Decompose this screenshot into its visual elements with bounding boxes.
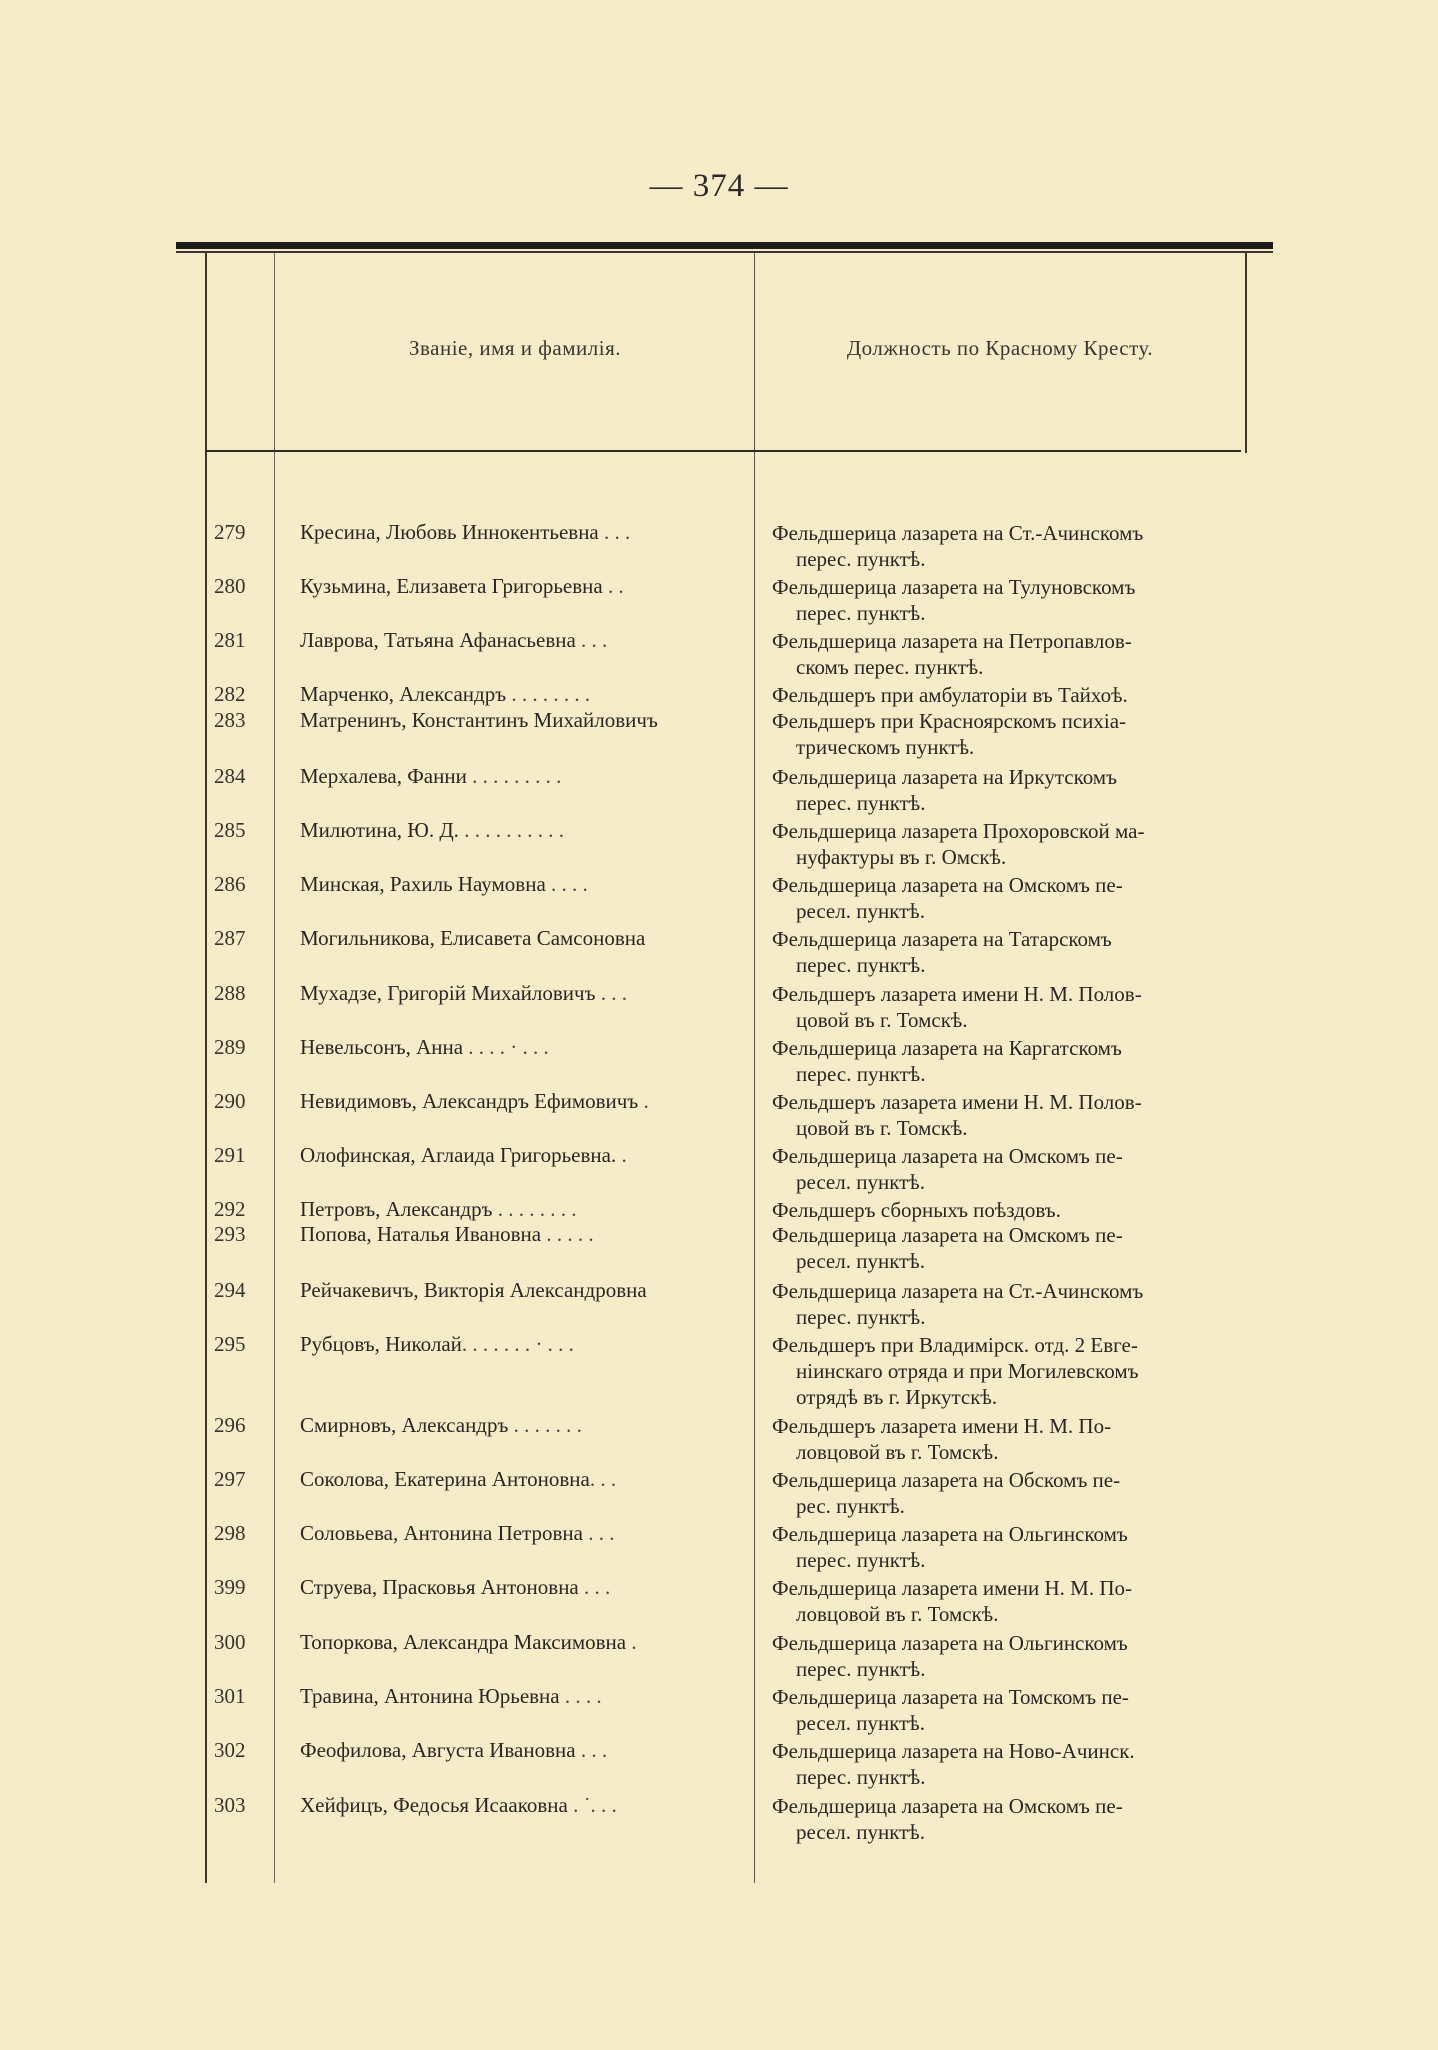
row-number: 289 [214,1035,246,1059]
leader-dots: . [638,1089,649,1113]
person-name: Петровъ, Александръ . . . . . . . . [300,1197,577,1221]
red-cross-position: Фельдшерица лазарета на Ст.-Ачинскомъ перес. пунктѣ. [772,521,1144,571]
table-top-thin-rule [176,251,1273,253]
person-name: Милютина, Ю. Д. . . . . . . . . . . [300,818,564,842]
person-name: Мерхалева, Фанни . . . . . . . . . [300,764,562,788]
person-name: Рубцовъ, Николай. . . . . . . · . . . [300,1332,574,1356]
row-number: 283 [214,708,246,732]
person-name: Марченко, Александръ . . . . . . . . [300,682,591,706]
leader-dots: . [626,1630,637,1654]
person-name: Мухадзе, Григорій Михайловичъ . . . [300,981,627,1005]
row-number: 291 [214,1143,246,1167]
leader-dots: . . [602,574,624,598]
header-post-column: Должность по Красному Кресту. [846,336,1154,360]
person-name: Соколова, Екатерина Антоновна. . . [300,1467,617,1491]
leader-dots: . . . . . . . [508,1413,582,1437]
leader-dots: . . . . . [541,1222,594,1246]
red-cross-position: Фельдшеръ лазарета имени Н. М. Полов- цовой въ г. Томскѣ. [772,982,1142,1032]
leader-dots: . . . . [559,1684,602,1708]
red-cross-position: Фельдшерица лазарета на Омскомъ пе- ресел. пунктѣ. [772,1794,1123,1844]
red-cross-position: Фельдшерица лазарета на Иркутскомъ перес. пунктѣ. [772,765,1117,815]
person-name: Невельсонъ, Анна . . . . · . . . [300,1035,549,1059]
row-number: 297 [214,1467,246,1491]
number-column-separator [274,253,275,1883]
person-name: Лаврова, Татьяна Афанасьевна . . . [300,628,608,652]
row-number: 300 [214,1630,246,1654]
red-cross-position: Фельдшеръ при амбулаторіи въ Тайхоѣ. [772,683,1128,707]
red-cross-position: Фельдшерица лазарета на Омскомъ пе- ресел. пунктѣ. [772,873,1123,923]
row-number: 292 [214,1197,246,1221]
red-cross-position: Фельдшерица лазарета на Омскомъ пе- ресел. пунктѣ. [772,1223,1123,1273]
leader-dots: . [616,1143,627,1167]
row-number: 284 [214,764,246,788]
leader-dots: . ˙. . . [567,1793,617,1817]
table-right-border [1245,253,1247,453]
leader-dots: . . . [575,628,608,652]
person-name: Травина, Антонина Юрьевна . . . . [300,1684,602,1708]
red-cross-position: Фельдшеръ лазарета имени Н. М. По- ловцовой въ г. Томскѣ. [772,1414,1112,1464]
red-cross-position: Фельдшерица лазарета на Петропавлов- скомъ перес. пунктѣ. [772,629,1132,679]
person-name: Струева, Прасковья Антоновна . . . [300,1575,611,1599]
person-name: Матренинъ, Константинъ Михайловичъ [300,708,658,732]
person-name: Кресина, Любовь Иннокентьевна . . . [300,520,631,544]
red-cross-position: Фельдшеръ лазарета имени Н. М. Полов- цовой въ г. Томскѣ. [772,1090,1142,1140]
row-number: 279 [214,520,246,544]
row-number: 298 [214,1521,246,1545]
red-cross-position: Фельдшерица лазарета на Обскомъ пе- рес. пунктѣ. [772,1468,1121,1518]
row-number: 296 [214,1413,246,1437]
table-left-border [205,253,207,1883]
red-cross-position: Фельдшеръ при Владимірск. отд. 2 Евге- ніинскаго отряда и при Могилевскомъ отрядѣ въ г. Иркутскѣ. [772,1333,1139,1409]
person-name: Минская, Рахиль Наумовна . . . . [300,872,588,896]
person-name: Кузьмина, Елизавета Григорьевна . . [300,574,624,598]
leader-dots: . . . [578,1575,611,1599]
row-number: 293 [214,1222,246,1246]
row-number: 285 [214,818,246,842]
leader-dots: . . . . · . . . [463,1035,549,1059]
leader-dots: . . . . . . . . [492,1197,577,1221]
red-cross-position: Фельдшерица лазарета на Татарскомъ перес. пунктѣ. [772,927,1112,977]
page-number: — 374 — [649,168,789,204]
row-number: 294 [214,1278,246,1302]
red-cross-position: Фельдшерица лазарета на Ольгинскомъ перес. пунктѣ. [772,1522,1128,1572]
middle-column-separator [754,253,755,1883]
red-cross-position: Фельдшерица лазарета на Ново-Ачинск. перес. пунктѣ. [772,1739,1135,1789]
red-cross-position: Фельдшерица лазарета на Омскомъ пе- ресел. пунктѣ. [772,1144,1123,1194]
red-cross-position: Фельдшерица лазарета на Каргатскомъ перес. пунктѣ. [772,1036,1122,1086]
red-cross-position: Фельдшеръ сборныхъ поѣздовъ. [772,1198,1061,1222]
person-name: Попова, Наталья Ивановна . . . . . [300,1222,594,1246]
leader-dots: . . . [595,981,627,1005]
leader-dots: . . . . . . . . . . [458,818,564,842]
person-name: Рейчакевичъ, Викторія Александровна [300,1278,647,1302]
red-cross-position: Фельдшерица лазарета на Тулуновскомъ перес. пунктѣ. [772,575,1136,625]
row-number: 295 [214,1332,246,1356]
row-number: 301 [214,1684,246,1708]
person-name: Топоркова, Александра Максимовна . [300,1630,637,1654]
table-top-thick-rule [176,242,1273,249]
row-number: 399 [214,1575,246,1599]
red-cross-position: Фельдшерица лазарета Прохоровской ма- нуфактуры въ г. Омскѣ. [772,819,1145,869]
row-number: 303 [214,1793,246,1817]
person-name: Феофилова, Августа Ивановна . . . [300,1738,608,1762]
red-cross-position: Фельдшерица лазарета имени Н. М. По- ловцовой въ г. Томскѣ. [772,1576,1133,1626]
leader-dots: . . . [582,1521,615,1545]
leader-dots: . . . [575,1738,608,1762]
red-cross-position: Фельдшеръ при Красноярскомъ психіа- трическомъ пунктѣ. [772,709,1127,759]
red-cross-position: Фельдшерица лазарета на Ольгинскомъ перес. пунктѣ. [772,1631,1128,1681]
row-number: 302 [214,1738,246,1762]
person-name: Олофинская, Аглаида Григорьевна. . [300,1143,627,1167]
row-number: 286 [214,872,246,896]
header-bottom-rule [205,450,1241,452]
header-name-column: Званіе, имя и фамилія. [409,336,621,360]
person-name: Невидимовъ, Александръ Ефимовичъ . [300,1089,649,1113]
red-cross-position: Фельдшерица лазарета на Томскомъ пе- ресел. пунктѣ. [772,1685,1129,1735]
row-number: 282 [214,682,246,706]
leader-dots: . . . . . . . . . [466,764,562,788]
person-name: Смирновъ, Александръ . . . . . . . [300,1413,582,1437]
row-number: 280 [214,574,246,598]
leader-dots: . . . . . . . · . . . [461,1332,574,1356]
person-name: Могильникова, Елисавета Самсоновна [300,926,646,950]
red-cross-position: Фельдшерица лазарета на Ст.-Ачинскомъ перес. пунктѣ. [772,1279,1144,1329]
leader-dots: . . . [598,520,631,544]
person-name: Хейфицъ, Федосья Исааковна . ˙. . . [300,1793,617,1817]
row-number: 288 [214,981,246,1005]
row-number: 290 [214,1089,246,1113]
leader-dots: . . . . . . . . [506,682,591,706]
person-name: Соловьева, Антонина Петровна . . . [300,1521,615,1545]
leader-dots: . . . . [545,872,588,896]
row-number: 281 [214,628,246,652]
leader-dots: . . . [589,1467,617,1491]
row-number: 287 [214,926,246,950]
